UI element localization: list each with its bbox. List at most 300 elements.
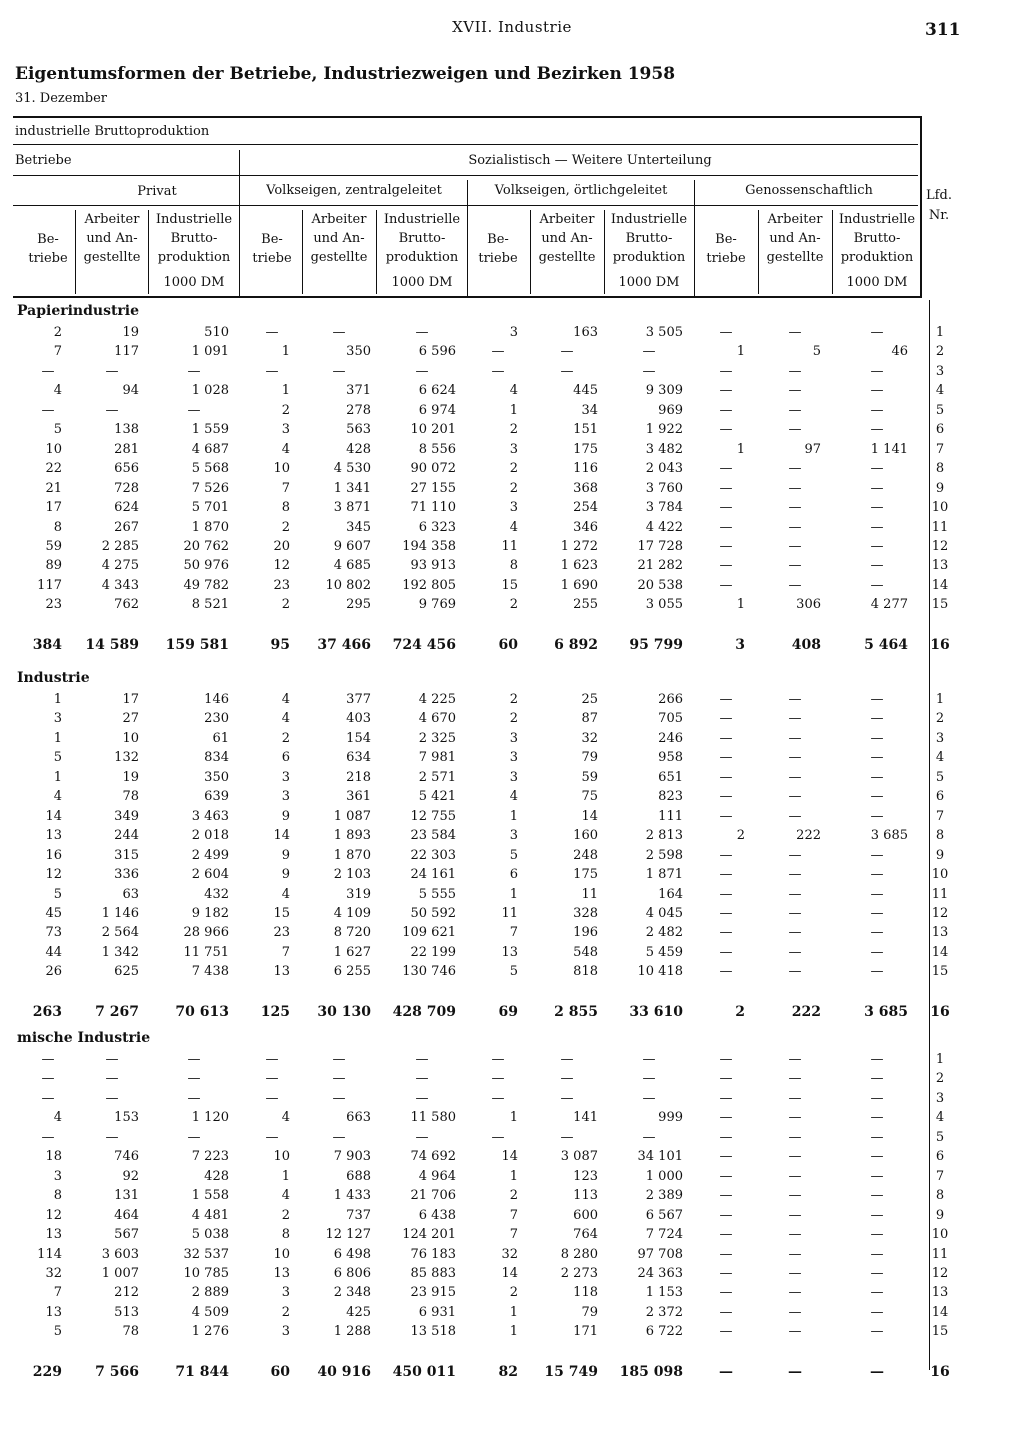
table-cell: —: [332, 1090, 346, 1106]
table-cell: 548: [573, 944, 598, 960]
table-cell: 34 101: [637, 1149, 683, 1165]
table-cell: 1 870: [333, 847, 371, 863]
table-cell: —: [719, 577, 733, 593]
table-cell: 7: [53, 344, 62, 360]
table-cell: —: [788, 500, 802, 516]
table-cell: 59: [581, 769, 598, 785]
table-cell: 7: [935, 1168, 945, 1184]
header-betriebe: Betriebe: [15, 153, 72, 168]
table-cell: 24 161: [410, 867, 456, 883]
table-cell: 15: [931, 1324, 949, 1340]
table-cell: 255: [573, 597, 598, 613]
table-cell: 17: [122, 692, 139, 707]
table-cell: 3: [935, 363, 945, 379]
table-cell: 4: [53, 789, 62, 805]
table-cell: —: [788, 1188, 802, 1204]
table-cell: 4: [509, 789, 518, 805]
table-cell: —: [788, 1207, 802, 1223]
total-cell: 30 130: [317, 1003, 371, 1020]
table-cell: 1: [281, 344, 290, 360]
table-cell: 2: [509, 461, 518, 477]
table-cell: —: [870, 1188, 884, 1204]
table-cell: —: [870, 422, 884, 438]
table-cell: 2 604: [191, 867, 229, 883]
table-cell: 153: [114, 1110, 139, 1126]
table-cell: 4 277: [870, 597, 908, 613]
table-cell: 1 028: [191, 383, 229, 399]
table-cell: 23: [273, 577, 290, 593]
table-cell: 3: [53, 711, 62, 727]
table-cell: 1 342: [101, 944, 139, 960]
table-cell: 4 343: [101, 577, 139, 593]
table-cell: —: [870, 325, 884, 340]
table-cell: 117: [37, 577, 62, 593]
table-cell: 32: [45, 1265, 62, 1281]
table-cell: 6: [509, 867, 518, 883]
table-cell: 1: [53, 769, 62, 785]
table-cell: —: [870, 363, 884, 379]
table-cell: —: [870, 1265, 884, 1281]
table-cell: 2 325: [418, 730, 456, 746]
total-cell: 450 011: [392, 1363, 456, 1380]
table-cell: —: [870, 480, 884, 496]
rule-top: [13, 116, 921, 118]
table-cell: 212: [114, 1285, 139, 1301]
colhead-arbeiter: Arbeiter und An- gestellte: [538, 212, 596, 265]
total-cell: 70 613: [175, 1003, 229, 1020]
table-cell: 4 509: [191, 1304, 229, 1320]
table-cell: —: [41, 1129, 55, 1145]
table-cell: —: [719, 1129, 733, 1145]
table-cell: 10: [931, 500, 949, 516]
table-cell: 2 482: [645, 925, 683, 941]
table-cell: 4 685: [333, 558, 371, 574]
table-cell: —: [105, 1090, 119, 1106]
table-cell: —: [870, 1129, 884, 1145]
table-cell: 9: [281, 847, 290, 863]
table-cell: —: [870, 692, 884, 707]
table-cell: —: [719, 500, 733, 516]
table-cell: 4 275: [101, 558, 139, 574]
table-cell: 15: [931, 964, 949, 980]
total-cell: 16: [930, 636, 950, 653]
table-cell: 1: [736, 441, 745, 457]
table-cell: —: [560, 1090, 574, 1106]
table-cell: —: [719, 363, 733, 379]
table-cell: —: [719, 325, 733, 340]
table-cell: —: [788, 867, 802, 883]
table-cell: 315: [114, 847, 139, 863]
table-cell: 600: [573, 1207, 598, 1223]
table-cell: 2: [509, 597, 518, 613]
table-cell: 4 481: [191, 1207, 229, 1223]
table-cell: 5: [509, 847, 518, 863]
table-cell: 222: [796, 828, 821, 844]
table-cell: 4 422: [645, 519, 683, 535]
table-cell: —: [332, 325, 346, 340]
table-cell: 73: [45, 925, 62, 941]
table-cell: 8: [281, 500, 290, 516]
table-cell: —: [870, 1052, 884, 1067]
table-cell: 3 482: [645, 441, 683, 457]
table-cell: 1 153: [645, 1285, 683, 1301]
table-cell: 20 762: [183, 538, 229, 554]
table-cell: 7: [281, 944, 290, 960]
table-cell: —: [719, 964, 733, 980]
table-cell: 969: [658, 402, 683, 418]
table-cell: 6 596: [418, 344, 456, 360]
table-cell: 97: [804, 441, 821, 457]
table-cell: —: [788, 886, 802, 902]
table-cell: 13: [273, 964, 290, 980]
table-cell: —: [788, 1285, 802, 1301]
table-cell: —: [870, 789, 884, 805]
table-cell: —: [332, 363, 346, 379]
table-cell: —: [870, 769, 884, 785]
table-cell: 656: [114, 461, 139, 477]
table-cell: 2: [509, 1188, 518, 1204]
table-cell: 1 559: [191, 422, 229, 438]
rule-header-3: [13, 205, 918, 206]
table-cell: —: [788, 1304, 802, 1320]
table-cell: 428: [346, 441, 371, 457]
table-cell: —: [870, 1090, 884, 1106]
table-cell: 4: [509, 519, 518, 535]
table-cell: 218: [346, 769, 371, 785]
table-cell: 8: [53, 519, 62, 535]
table-cell: 2: [935, 1071, 945, 1087]
table-cell: 175: [573, 441, 598, 457]
table-cell: —: [788, 925, 802, 941]
table-cell: 746: [114, 1149, 139, 1165]
table-cell: —: [870, 1324, 884, 1340]
table-cell: —: [719, 519, 733, 535]
table-cell: 3: [281, 789, 290, 805]
table-cell: 34: [581, 402, 598, 418]
table-cell: 14: [273, 828, 290, 844]
table-cell: 639: [204, 789, 229, 805]
table-cell: 1: [509, 808, 518, 824]
table-cell: 18: [45, 1149, 62, 1165]
table-cell: 23 915: [410, 1285, 456, 1301]
table-cell: 4 670: [418, 711, 456, 727]
table-cell: 1 141: [870, 441, 908, 457]
table-cell: 2 571: [418, 769, 456, 785]
table-cell: 254: [573, 500, 598, 516]
table-cell: 7 903: [333, 1149, 371, 1165]
total-cell: 3: [735, 636, 745, 653]
table-cell: 1 893: [333, 828, 371, 844]
table-cell: 109 621: [402, 925, 456, 941]
table-cell: 1 276: [191, 1324, 229, 1340]
table-cell: 2 103: [333, 867, 371, 883]
table-cell: 11 751: [183, 944, 229, 960]
table-cell: 625: [114, 964, 139, 980]
table-cell: —: [265, 1129, 279, 1145]
table-cell: 6: [935, 789, 945, 805]
table-cell: 1: [53, 692, 62, 707]
table-cell: 4: [281, 441, 290, 457]
table-cell: 76 183: [410, 1246, 456, 1262]
table-cell: 2 018: [191, 828, 229, 844]
table-cell: —: [788, 422, 802, 438]
table-cell: 651: [658, 769, 683, 785]
table-cell: 22: [45, 461, 62, 477]
table-cell: —: [870, 402, 884, 418]
table-cell: 634: [346, 750, 371, 766]
table-cell: 8: [281, 1227, 290, 1243]
table-cell: 1 433: [333, 1188, 371, 1204]
table-cell: 350: [346, 344, 371, 360]
table-cell: —: [788, 1110, 802, 1126]
table-cell: —: [719, 789, 733, 805]
table-cell: —: [41, 1052, 55, 1067]
table-cell: 89: [45, 558, 62, 574]
total-cell: —: [788, 1363, 802, 1380]
table-cell: 194 358: [402, 538, 456, 554]
table-cell: 10: [931, 867, 949, 883]
table-cell: —: [105, 363, 119, 379]
table-cell: 8: [935, 1188, 945, 1204]
table-cell: —: [719, 1246, 733, 1262]
table-cell: 32: [581, 730, 598, 746]
table-cell: 7: [281, 480, 290, 496]
table-cell: 2: [509, 480, 518, 496]
table-cell: 6 498: [333, 1246, 371, 1262]
table-cell: —: [105, 1071, 119, 1087]
table-cell: 6 931: [418, 1304, 456, 1320]
table-cell: 1 627: [333, 944, 371, 960]
table-cell: 141: [573, 1110, 598, 1126]
table-cell: —: [788, 750, 802, 766]
table-cell: 567: [114, 1227, 139, 1243]
table-cell: 3 784: [645, 500, 683, 516]
table-cell: 346: [573, 519, 598, 535]
table-cell: 4 687: [191, 441, 229, 457]
table-cell: —: [719, 402, 733, 418]
table-cell: —: [642, 1090, 656, 1106]
table-cell: 1: [935, 692, 945, 707]
table-cell: —: [870, 1246, 884, 1262]
table-cell: —: [870, 1285, 884, 1301]
table-cell: 10 785: [183, 1265, 229, 1281]
table-cell: 510: [204, 325, 229, 340]
total-cell: 222: [791, 1003, 821, 1020]
table-cell: —: [719, 1071, 733, 1087]
table-cell: 13: [501, 944, 518, 960]
table-cell: —: [719, 1304, 733, 1320]
table-cell: 61: [212, 730, 229, 746]
table-cell: —: [788, 480, 802, 496]
table-cell: 834: [204, 750, 229, 766]
section-heading: mische Industrie: [17, 1030, 151, 1046]
table-cell: —: [332, 1052, 346, 1067]
table-cell: 1: [509, 1110, 518, 1126]
total-cell: 408: [791, 636, 821, 653]
table-cell: —: [719, 558, 733, 574]
table-cell: 2: [509, 422, 518, 438]
table-cell: —: [788, 808, 802, 824]
colhead-bruttoproduktion: Industrielle Brutto- produktion: [155, 212, 233, 265]
table-cell: 160: [573, 828, 598, 844]
table-cell: 244: [114, 828, 139, 844]
table-cell: —: [788, 402, 802, 418]
table-cell: 9 607: [333, 538, 371, 554]
table-cell: 7: [509, 1227, 518, 1243]
colhead-unit: 1000 DM: [618, 275, 680, 290]
table-cell: 151: [573, 422, 598, 438]
table-cell: 2: [281, 402, 290, 418]
table-cell: 8: [935, 828, 945, 844]
table-cell: —: [415, 363, 429, 379]
table-cell: 266: [658, 692, 683, 707]
vrule-sub: [758, 210, 759, 294]
table-cell: 175: [573, 867, 598, 883]
table-cell: —: [719, 1227, 733, 1243]
table-cell: 3: [281, 1285, 290, 1301]
table-cell: 4: [281, 886, 290, 902]
total-cell: 60: [270, 1363, 290, 1380]
table-cell: 13: [931, 925, 949, 941]
page-number: 311: [925, 20, 961, 40]
table-cell: 12 755: [410, 808, 456, 824]
total-cell: 229: [32, 1363, 62, 1380]
table-cell: 624: [114, 500, 139, 516]
table-cell: 11: [501, 905, 518, 921]
table-cell: 5 421: [418, 789, 456, 805]
table-cell: 11: [581, 886, 598, 902]
table-cell: —: [491, 1052, 505, 1067]
table-cell: —: [870, 519, 884, 535]
table-cell: —: [719, 711, 733, 727]
table-cell: —: [870, 867, 884, 883]
table-cell: 12: [273, 558, 290, 574]
table-cell: —: [870, 500, 884, 516]
table-cell: —: [719, 1052, 733, 1067]
table-cell: —: [870, 1149, 884, 1165]
table-cell: —: [788, 1052, 802, 1067]
table-cell: 132: [114, 750, 139, 766]
table-cell: 50 592: [410, 905, 456, 921]
total-cell: 15 749: [544, 1363, 598, 1380]
table-cell: 8 521: [191, 597, 229, 613]
table-cell: —: [719, 692, 733, 707]
table-cell: 1: [935, 325, 945, 340]
table-cell: —: [415, 325, 429, 340]
table-cell: 1 690: [560, 577, 598, 593]
table-cell: 10: [273, 1149, 290, 1165]
table-cell: 3: [935, 1090, 945, 1106]
table-cell: 21 706: [410, 1188, 456, 1204]
table-cell: 7: [935, 808, 945, 824]
table-cell: —: [870, 964, 884, 980]
table-cell: 2 389: [645, 1188, 683, 1204]
table-cell: 1 922: [645, 422, 683, 438]
table-subtitle: 31. Dezember: [15, 91, 108, 106]
total-cell: —: [870, 1363, 884, 1380]
table-cell: 958: [658, 750, 683, 766]
table-cell: —: [105, 1129, 119, 1145]
table-cell: 14: [501, 1265, 518, 1281]
table-cell: 5: [935, 769, 945, 785]
table-cell: 3 760: [645, 480, 683, 496]
table-cell: 44: [45, 944, 62, 960]
table-cell: —: [719, 1207, 733, 1223]
table-cell: 1 341: [333, 480, 371, 496]
table-cell: 13: [931, 558, 949, 574]
table-cell: 1 000: [645, 1168, 683, 1184]
table-cell: —: [719, 1188, 733, 1204]
table-cell: —: [642, 1071, 656, 1087]
table-cell: 20 538: [637, 577, 683, 593]
table-cell: 9 769: [418, 597, 456, 613]
table-cell: 1: [509, 1304, 518, 1320]
colhead-betriebe: Be- triebe: [706, 232, 746, 266]
colhead-betriebe: Be- triebe: [478, 232, 518, 266]
total-cell: 3 685: [864, 1003, 908, 1020]
table-cell: 97 708: [637, 1246, 683, 1262]
table-cell: 5: [53, 750, 62, 766]
table-cell: —: [560, 1071, 574, 1087]
table-cell: —: [415, 1052, 429, 1067]
table-cell: 3 871: [333, 500, 371, 516]
header-privat: Privat: [137, 184, 177, 199]
table-cell: 92: [122, 1168, 139, 1184]
table-cell: —: [870, 577, 884, 593]
table-cell: 11: [931, 519, 949, 535]
table-cell: —: [788, 577, 802, 593]
table-cell: 5 459: [645, 944, 683, 960]
total-cell: 16: [930, 1003, 950, 1020]
table-cell: 4: [935, 383, 945, 399]
table-cell: 764: [573, 1227, 598, 1243]
table-cell: 123: [573, 1168, 598, 1184]
table-cell: 3: [509, 325, 518, 340]
table-cell: 1 871: [645, 867, 683, 883]
table-cell: 6 806: [333, 1265, 371, 1281]
table-cell: 6 722: [645, 1324, 683, 1340]
table-cell: —: [560, 344, 574, 360]
table-cell: 90 072: [410, 461, 456, 477]
table-cell: 2 285: [101, 538, 139, 554]
table-cell: 14: [931, 577, 949, 593]
table-cell: 14: [581, 808, 598, 824]
table-cell: 111: [658, 808, 683, 824]
table-cell: 350: [204, 769, 229, 785]
table-cell: 14: [931, 1304, 949, 1320]
table-cell: 13: [45, 828, 62, 844]
colhead-unit: 1000 DM: [846, 275, 908, 290]
table-cell: —: [105, 402, 119, 418]
table-cell: 23: [273, 925, 290, 941]
table-cell: 12: [931, 538, 949, 554]
chapter-header: XVII. Industrie: [452, 18, 572, 36]
table-cell: 432: [204, 886, 229, 902]
table-cell: 4: [281, 1188, 290, 1204]
table-cell: 2: [736, 828, 745, 844]
total-cell: 263: [32, 1003, 62, 1020]
table-cell: 154: [346, 730, 371, 746]
table-cell: 9: [935, 480, 945, 496]
table-cell: 737: [346, 1207, 371, 1223]
table-cell: —: [719, 867, 733, 883]
table-cell: 4: [509, 383, 518, 399]
table-cell: 1 146: [101, 905, 139, 921]
table-cell: 428: [204, 1168, 229, 1184]
colhead-arbeiter: Arbeiter und An- gestellte: [83, 212, 141, 265]
table-cell: 5: [53, 886, 62, 902]
table-cell: 14: [45, 808, 62, 824]
